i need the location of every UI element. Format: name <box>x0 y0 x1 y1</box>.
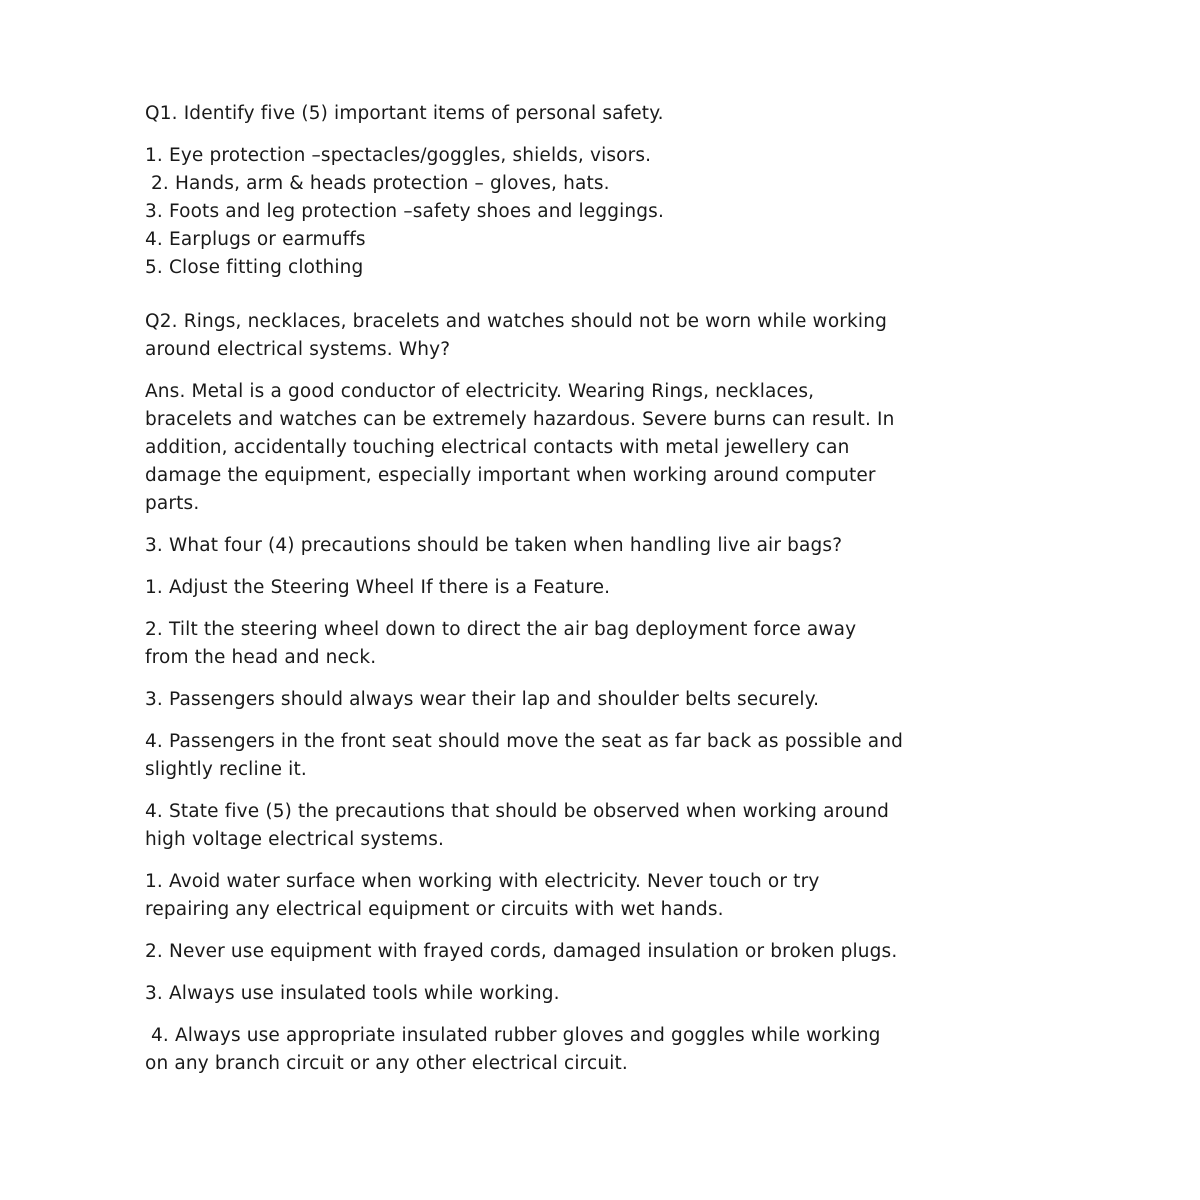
list-item: 5. Close fitting clothing <box>145 257 364 278</box>
list-item: 2. Tilt the steering wheel down to direct the air bag deployment force away from the head and neck. <box>145 619 857 668</box>
list-item: 2. Hands, arm & heads protection – gloves, hats. <box>151 173 610 194</box>
q4-question: 4. State five (5) the precautions that should be observed when working around high voltage electrical systems. <box>145 801 890 850</box>
q2-answer: Ans. Metal is a good conductor of electricity. Wearing Rings, necklaces, bracelets and watches can be extremely hazardous. Severe burns can result. In addition, accidentally touching electrical contacts with metal jewellery can damage the equipment, especially important when working around computer parts. <box>145 381 895 514</box>
q1-question: Q1. Identify five (5) important items of personal safety. <box>145 103 664 124</box>
list-item: 4. Always use appropriate insulated rubber gloves and goggles while working on any branch circuit or any other electrical circuit. <box>145 1025 881 1074</box>
list-item: 4. Earplugs or earmuffs <box>145 229 366 250</box>
list-item: 1. Adjust the Steering Wheel If there is a Feature. <box>145 577 611 598</box>
document-page <box>145 100 1065 1078</box>
list-item: 3. Passengers should always wear their lap and shoulder belts securely. <box>145 689 820 710</box>
list-item: 2. Never use equipment with frayed cords, damaged insulation or broken plugs. <box>145 941 898 962</box>
list-item: 4. Passengers in the front seat should move the seat as far back as possible and slightly recline it. <box>145 731 903 780</box>
q2-question: Q2. Rings, necklaces, bracelets and watches should not be worn while working around electrical systems. Why? <box>145 311 887 360</box>
list-item: 3. Foots and leg protection –safety shoes and leggings. <box>145 201 664 222</box>
q3-question: 3. What four (4) precautions should be taken when handling live air bags? <box>145 535 843 556</box>
list-item: 3. Always use insulated tools while working. <box>145 983 560 1004</box>
list-item: 1. Avoid water surface when working with electricity. Never touch or try repairing any electrical equipment or circuits with wet hands. <box>145 871 820 920</box>
list-item: 1. Eye protection –spectacles/goggles, shields, visors. <box>145 145 652 166</box>
q1-answer-list <box>145 142 1065 282</box>
